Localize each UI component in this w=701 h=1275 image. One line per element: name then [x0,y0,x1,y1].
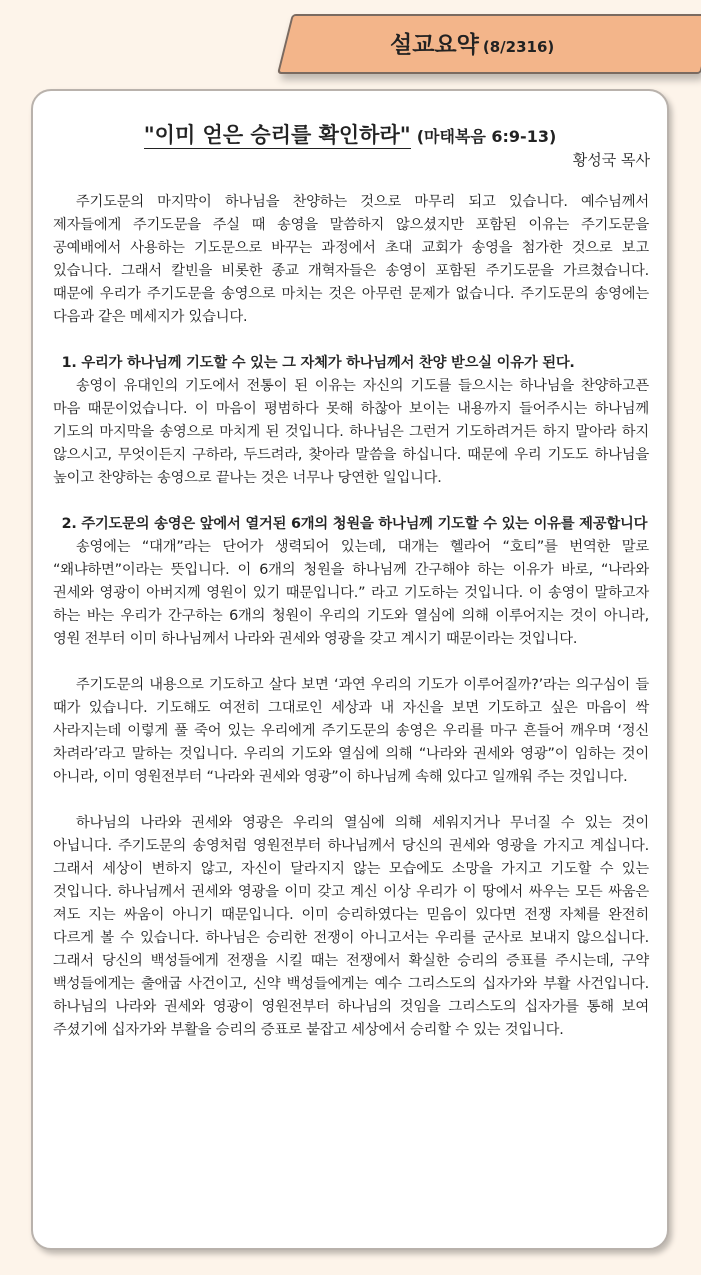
sermon-card [31,89,669,1250]
header-number: (8/2316) [482,38,555,56]
point2-paragraph: 송영에는 “대개”라는 단어가 생력되어 있는데, 대개는 헬라어 “호티”를 번역한 말로 “왜냐하면”이라는 뜻입니다. 이 6개의 청원을 하나님께 간구해야 하는 이유가 바로, “나라와 권세와 영광이 아버지께 영원이 있기 때문입니다.” 라고 기도하는 것입니다. 이 송영이 말하고자 하는 바는 우리가 간구하는 6개의 청원이 우리의 기도와 열심에 의해 이루어지는 것이 아니라, 영원 전부터 이미 하나님께서 나라와 권세와 영광을 갖고 계시기 때문이라는 것입니다. [53,539,649,647]
scripture-reference: (마태복음 6:9-13) [416,127,557,146]
header-label [390,26,554,59]
point1-heading: 1. 우리가 하나님께 기도할 수 있는 그 자체가 하나님께서 찬양 받으실 이유가 된다. [61,355,575,371]
intro-paragraph: 주기도문의 마지막이 하나님을 찬양하는 것으로 마무리 되고 있습니다. 예수님께서 제자들에게 주기도문을 주실 때 송영을 말씀하지 않으셨지만 포함된 이유는 주기도문을 공예배에서 사용하는 기도문으로 바꾸는 과정에서 초대 교회가 송영을 첨가한 것으로 보고 있습니다. 그래서 칼빈을 비롯한 종교 개혁자들은 송영이 포함된 주기도문을 가르쳤습니다. 때문에 우리가 주기도문을 송영으로 마치는 것은 아무런 문제가 없습니다. 주기도문의 송영에는 다음과 같은 메세지가 있습니다. [53,194,649,325]
paragraph-4: 하나님의 나라와 권세와 영광은 우리의 열심에 의해 세워지거나 무너질 수 있는 것이 아닙니다. 주기도문의 송영처럼 영원전부터 하나님께서 당신의 권세와 영광을 가지고 계십니다. 그래서 세상이 변하지 않고, 자신이 달라지지 않는 모습에도 소망을 가지고 기도할 수 있는 것입니다. 하나님께서 권세와 영광을 이미 갖고 계신 이상 우리가 이 땅에서 싸우는 모든 싸움은 져도 지는 싸움이 아니기 때문입니다. 이미 승리하였다는 믿음이 있다면 전쟁 자체를 완전히 다르게 볼 수 있습니다. 하나님은 승리한 전쟁이 아니고서는 우리를 군사로 보내지 않으십니다. 그래서 당신의 백성들에게 전쟁을 시킬 때는 전쟁에서 확실한 승리의 증표를 주시는데, 구약 백성들에게는 출애굽 사건이고, 신약 백성들에게는 예수 그리스도의 십자가와 부활 사건입니다. 하나님의 나라와 권세와 영광이 영원전부터 하나님의 것임을 그리스도의 십자가를 통해 보여 주셨기에 십자가와 부활을 승리의 증표로 붙잡고 세상에서 승리할 수 있는 것입니다. [53,815,649,1038]
sermon-title-text: "이미 얻은 승리를 확인하라" [143,123,411,147]
sermon-author: 황성국 목사 [572,151,650,169]
point2-heading: 2. 주기도문의 송영은 앞에서 열거된 6개의 청원을 하나님께 기도할 수 있는 이유를 제공합니다 [61,516,648,532]
sermon-body [53,191,649,1042]
point1-paragraph: 송영이 유대인의 기도에서 전통이 된 이유는 자신의 기도를 들으시는 하나님을 찬양하고픈 마음 때문이었습니다. 이 마음이 평범하다 못해 하찮아 보이는 내용까지 들어주시는 하나님께 기도의 마지막을 송영으로 마치게 된 것입니다. 하나님은 그런거 기도하려거든 하지 말아라 하지 않으시고, 무엇이든지 구하라, 두드려라, 찾아라 말씀을 하십니다. 때문에 우리 기도도 하나님을 높이고 찬양하는 송영으로 끝나는 것은 너무나 당연한 일입니다. [53,378,649,486]
header-title: 설교요약 [390,32,479,58]
paragraph-3: 주기도문의 내용으로 기도하고 살다 보면 ‘과연 우리의 기도가 이루어질까?’라는 의구심이 들 때가 있습니다. 기도해도 여전히 그대로인 세상과 내 자신을 보면 기도하고 싶은 마음이 싹 사라지는데 이렇게 풀 죽어 있는 우리에게 주기도문의 송영은 우리를 마구 흔들어 깨우며 ‘정신 차려라’라고 말하는 것입니다. 우리의 기도와 열심에 의해 “나라와 권세와 영광”이 임하는 것이 아니라, 이미 영원전부터 “나라와 권세와 영광”이 하나님께 속해 있다고 일깨워 주는 것입니다. [53,677,649,785]
sermon-title [33,119,667,149]
